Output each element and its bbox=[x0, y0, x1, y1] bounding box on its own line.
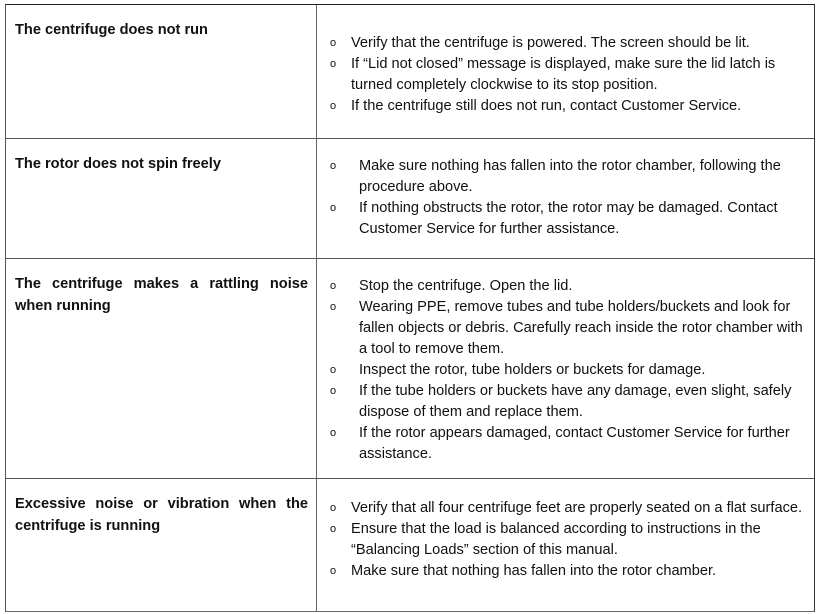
solution-cell bbox=[317, 5, 814, 138]
list-item: o If “Lid not closed” message is displayed, make sure the lid latch is turned completely clockwise to its stop position. bbox=[330, 56, 776, 93]
circle-bullet-icon: o bbox=[330, 280, 337, 292]
circle-bullet-icon: o bbox=[330, 523, 337, 535]
troubleshooting-table bbox=[5, 4, 815, 612]
list-item: o Wearing PPE, remove tubes and tube holders/buckets and look for fallen objects or debris. Carefully reach inside the rotor chamber with a tool to remove them. bbox=[330, 299, 803, 357]
problem-cell bbox=[6, 259, 317, 478]
solution-cell bbox=[317, 139, 814, 258]
circle-bullet-icon: o bbox=[330, 160, 337, 172]
solution-list bbox=[317, 479, 814, 582]
list-item: o Make sure nothing has fallen into the rotor chamber, following the procedure above. bbox=[330, 158, 781, 195]
problem-label: The centrifuge makes a rattling noise when running bbox=[15, 276, 308, 314]
problem-label: Excessive noise or vibration when the centrifuge is running bbox=[15, 496, 308, 534]
list-item: o If the tube holders or buckets have any damage, even slight, safely dispose of them and replace them. bbox=[330, 383, 792, 420]
table-row bbox=[6, 5, 814, 139]
circle-bullet-icon: o bbox=[330, 100, 337, 112]
solution-list bbox=[317, 5, 814, 117]
circle-bullet-icon: o bbox=[330, 364, 337, 376]
solution-cell bbox=[317, 479, 814, 611]
list-item: o Make sure that nothing has fallen into the rotor chamber. bbox=[330, 561, 806, 582]
table-row bbox=[6, 479, 814, 611]
solution-list bbox=[317, 259, 814, 465]
table-row bbox=[6, 139, 814, 259]
circle-bullet-icon: o bbox=[330, 502, 337, 514]
solution-cell bbox=[317, 259, 814, 478]
circle-bullet-icon: o bbox=[330, 385, 337, 397]
circle-bullet-icon: o bbox=[330, 427, 337, 439]
problem-label: The centrifuge does not run bbox=[15, 22, 208, 38]
circle-bullet-icon: o bbox=[330, 565, 337, 577]
list-item: o Verify that all four centrifuge feet are properly seated on a flat surface. bbox=[330, 498, 806, 519]
list-item: o If the rotor appears damaged, contact Customer Service for further assistance. bbox=[330, 425, 790, 462]
problem-cell bbox=[6, 479, 317, 611]
table-row bbox=[6, 259, 814, 479]
list-item: o Stop the centrifuge. Open the lid. bbox=[330, 276, 806, 297]
problem-cell bbox=[6, 5, 317, 138]
list-item: o Inspect the rotor, tube holders or buckets for damage. bbox=[330, 360, 806, 381]
solution-list bbox=[317, 139, 814, 240]
circle-bullet-icon: o bbox=[330, 202, 337, 214]
list-item: o Ensure that the load is balanced according to instructions in the “Balancing Loads” section of this manual. bbox=[330, 521, 761, 558]
circle-bullet-icon: o bbox=[330, 58, 337, 70]
circle-bullet-icon: o bbox=[330, 301, 337, 313]
circle-bullet-icon: o bbox=[330, 37, 337, 49]
list-item: o If the centrifuge still does not run, contact Customer Service. bbox=[330, 96, 806, 117]
list-item: o If nothing obstructs the rotor, the rotor may be damaged. Contact Customer Service for further assistance. bbox=[330, 200, 778, 237]
problem-label: The rotor does not spin freely bbox=[15, 156, 221, 172]
problem-cell bbox=[6, 139, 317, 258]
list-item: o Verify that the centrifuge is powered. The screen should be lit. bbox=[330, 33, 806, 54]
